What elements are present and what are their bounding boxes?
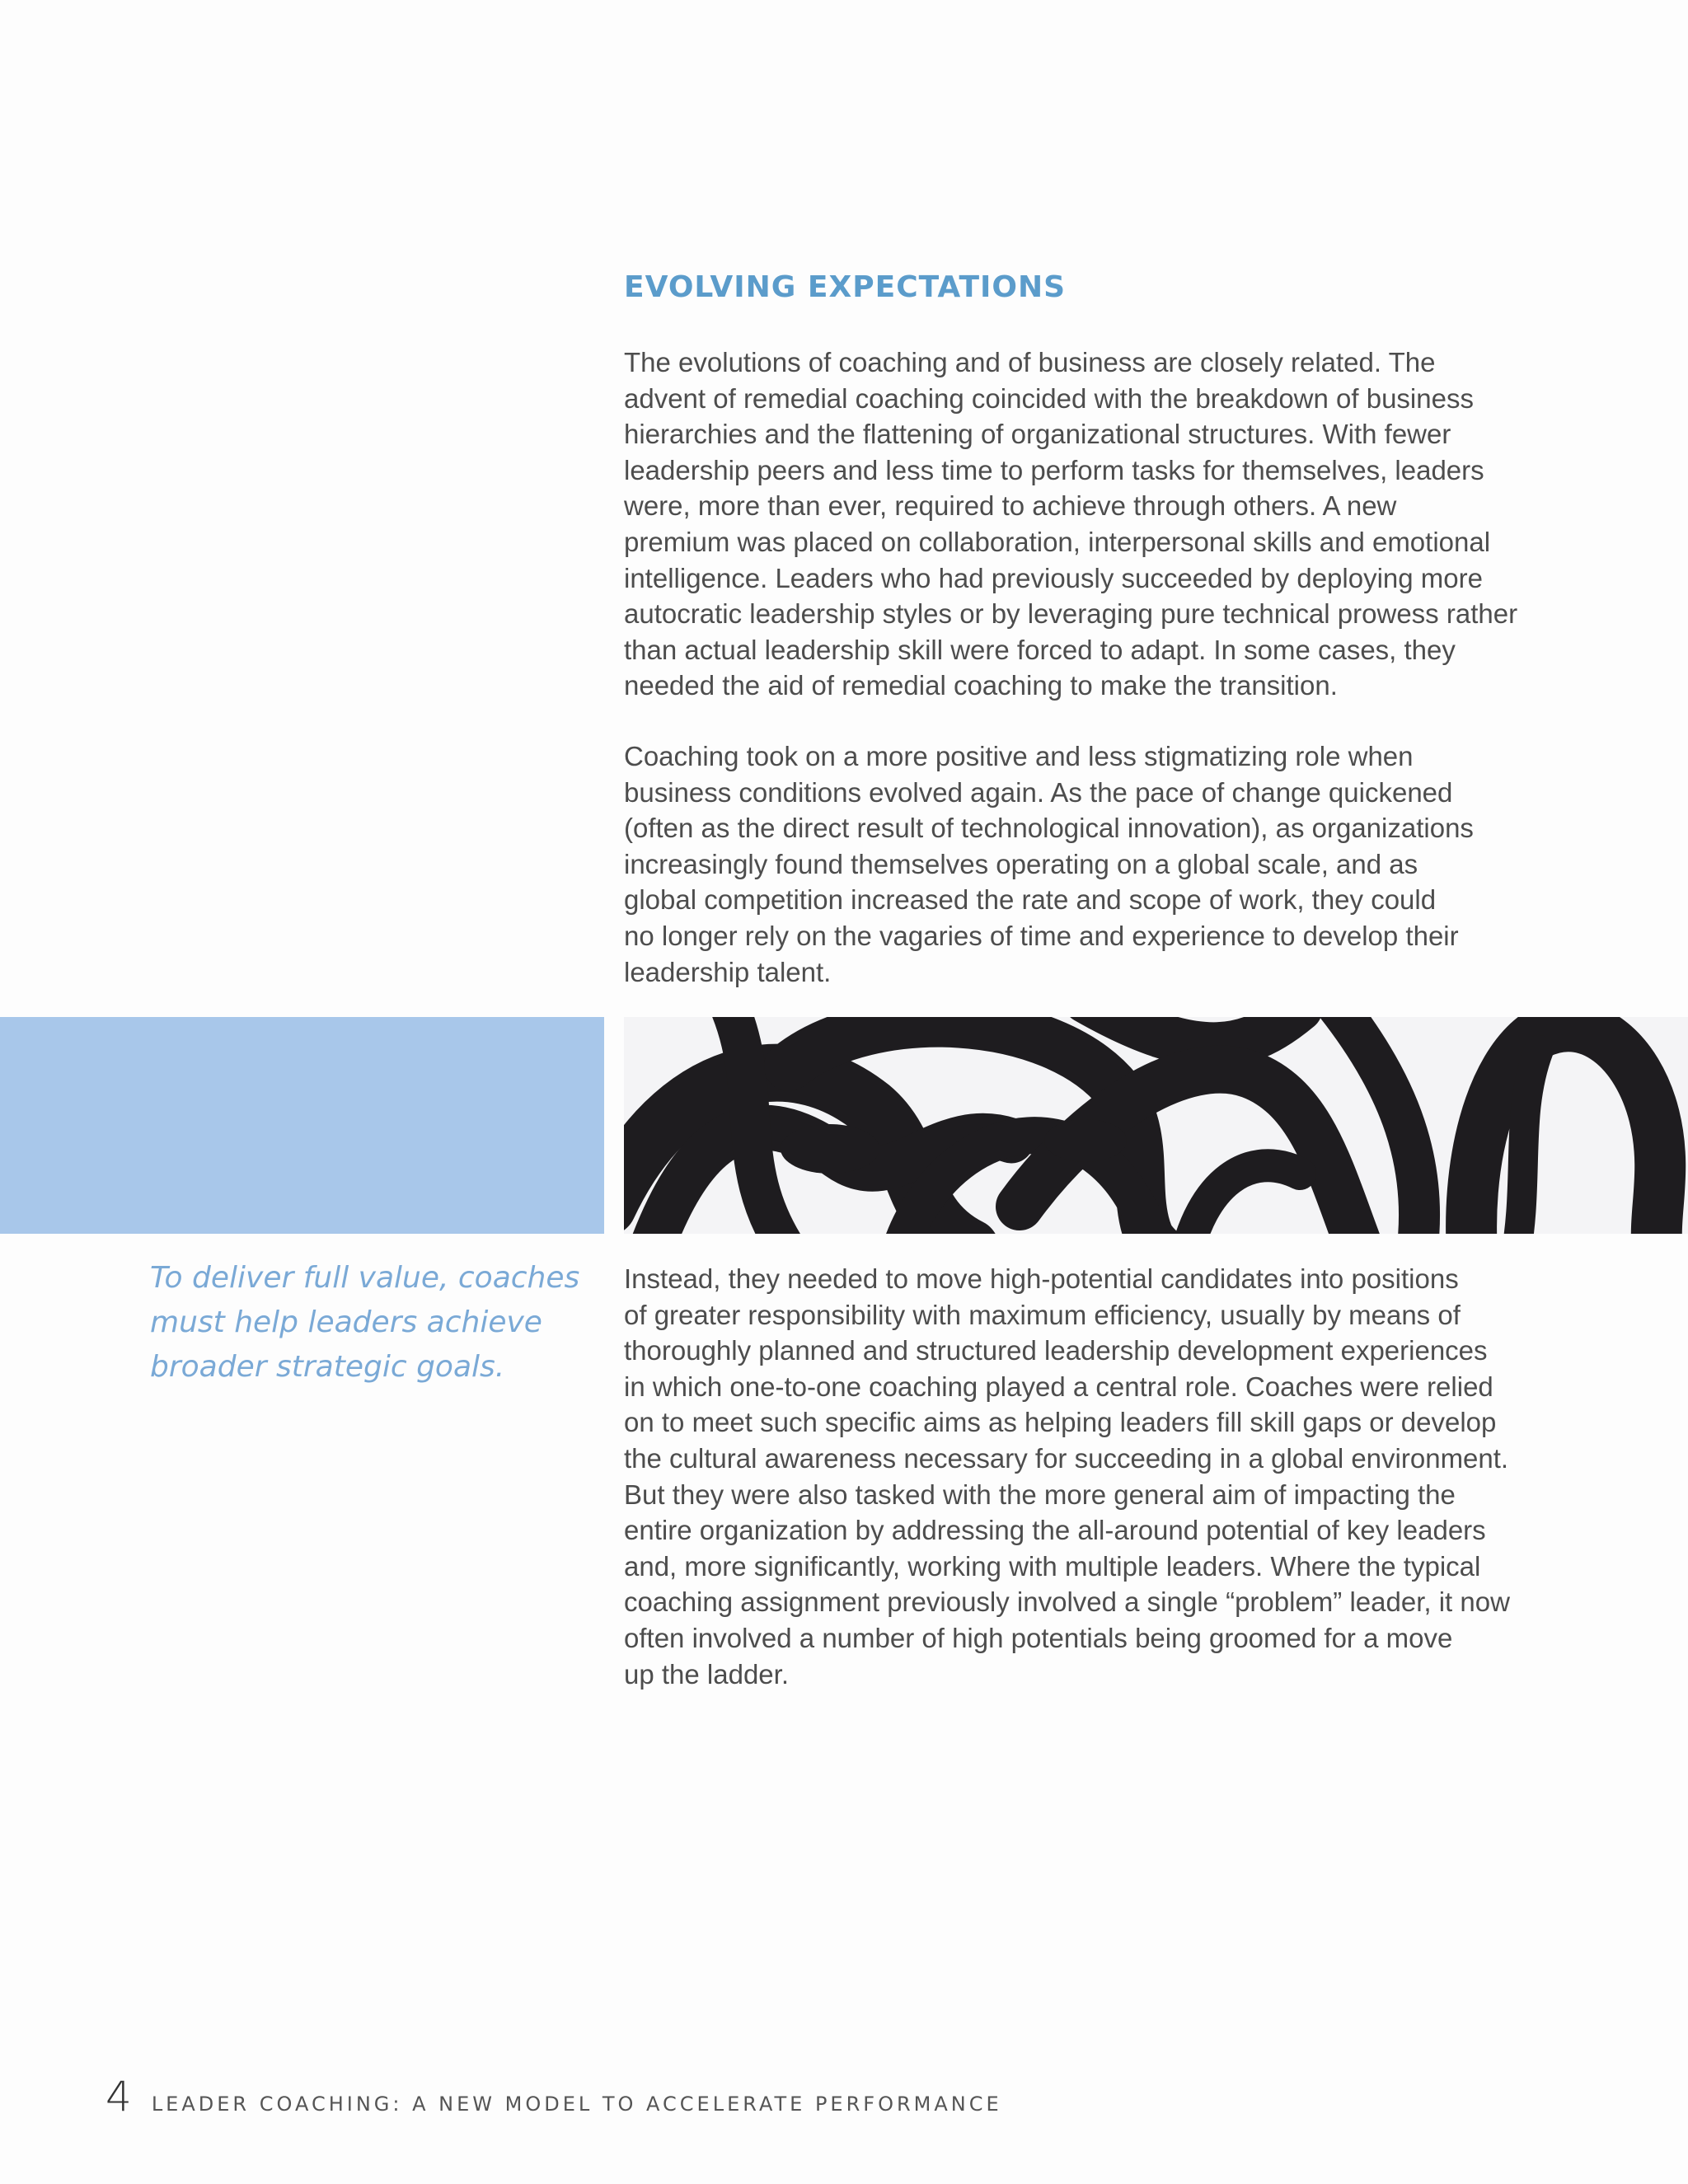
running-title: LEADER COACHING: A NEW MODEL TO ACCELERATE PERFORMANCE bbox=[151, 2093, 1002, 2116]
body-paragraph-3 bbox=[624, 1261, 1555, 1692]
text-line: (often as the direct result of technological innovation), as organizations bbox=[624, 813, 1474, 844]
text-line: leadership peers and less time to perform tasks for themselves, leaders bbox=[624, 454, 1484, 485]
text-line: autocratic leadership styles or by leveraging pure technical prowess rather bbox=[624, 598, 1518, 630]
text-line: often involved a number of high potentials being groomed for a move bbox=[624, 1622, 1453, 1653]
pull-quote bbox=[150, 1256, 579, 1390]
text-line: The evolutions of coaching and of business are closely related. The bbox=[624, 347, 1436, 377]
text-line: were, more than ever, required to achieve through others. A new bbox=[624, 490, 1397, 522]
brush-stroke-graphic bbox=[624, 1017, 1688, 1234]
text-line: no longer rely on the vagaries of time and experience to develop their bbox=[624, 920, 1459, 951]
accent-color-band bbox=[0, 1017, 604, 1234]
text-line: But they were also tasked with the more general aim of impacting the bbox=[624, 1479, 1456, 1510]
text-line: and, more significantly, working with multiple leaders. Where the typical bbox=[624, 1550, 1481, 1582]
text-line: Instead, they needed to move high-potential candidates into positions bbox=[624, 1263, 1459, 1294]
text-line: on to meet such specific aims as helping leaders fill skill gaps or develop bbox=[624, 1407, 1497, 1438]
text-line: hierarchies and the flattening of organizational structures. With fewer bbox=[624, 419, 1451, 450]
brush-stroke-image bbox=[624, 1017, 1688, 1234]
text-line: of greater responsibility with maximum efficiency, usually by means of bbox=[624, 1299, 1461, 1330]
quote-line: To deliver full value, coaches bbox=[150, 1261, 580, 1295]
text-line: in which one-to-one coaching played a central role. Coaches were relied bbox=[624, 1371, 1493, 1402]
text-line: intelligence. Leaders who had previously succeeded by deploying more bbox=[624, 562, 1483, 593]
text-line: entire organization by addressing the all-around potential of key leaders bbox=[624, 1515, 1486, 1546]
text-line: global competition increased the rate and scope of work, they could bbox=[624, 884, 1437, 916]
text-line: business conditions evolved again. As the pace of change quickened bbox=[624, 776, 1453, 808]
page-number: 4 bbox=[106, 2073, 132, 2121]
quote-line: must help leaders achieve bbox=[150, 1305, 542, 1339]
body-paragraph-2 bbox=[624, 738, 1555, 990]
text-line: the cultural awareness necessary for succeeding in a global environment. bbox=[624, 1442, 1509, 1474]
page-footer bbox=[106, 2073, 1002, 2122]
text-line: than actual leadership skill were forced to adapt. In some cases, they bbox=[624, 634, 1456, 665]
text-line: coaching assignment previously involved a single “problem” leader, it now bbox=[624, 1586, 1510, 1618]
text-line: Coaching took on a more positive and less stigmatizing role when bbox=[624, 741, 1414, 771]
text-line: premium was placed on collaboration, interpersonal skills and emotional bbox=[624, 526, 1491, 557]
text-line: up the ladder. bbox=[624, 1658, 789, 1690]
body-paragraph-1 bbox=[624, 344, 1555, 704]
text-line: thoroughly planned and structured leadership development experiences bbox=[624, 1335, 1488, 1366]
text-line: increasingly found themselves operating on a global scale, and as bbox=[624, 848, 1418, 879]
quote-line: broader strategic goals. bbox=[150, 1350, 505, 1384]
text-line: needed the aid of remedial coaching to make the transition. bbox=[624, 670, 1338, 701]
text-line: leadership talent. bbox=[624, 956, 832, 987]
section-heading: EVOLVING EXPECTATIONS bbox=[624, 270, 1067, 304]
text-line: advent of remedial coaching coincided with the breakdown of business bbox=[624, 382, 1474, 414]
